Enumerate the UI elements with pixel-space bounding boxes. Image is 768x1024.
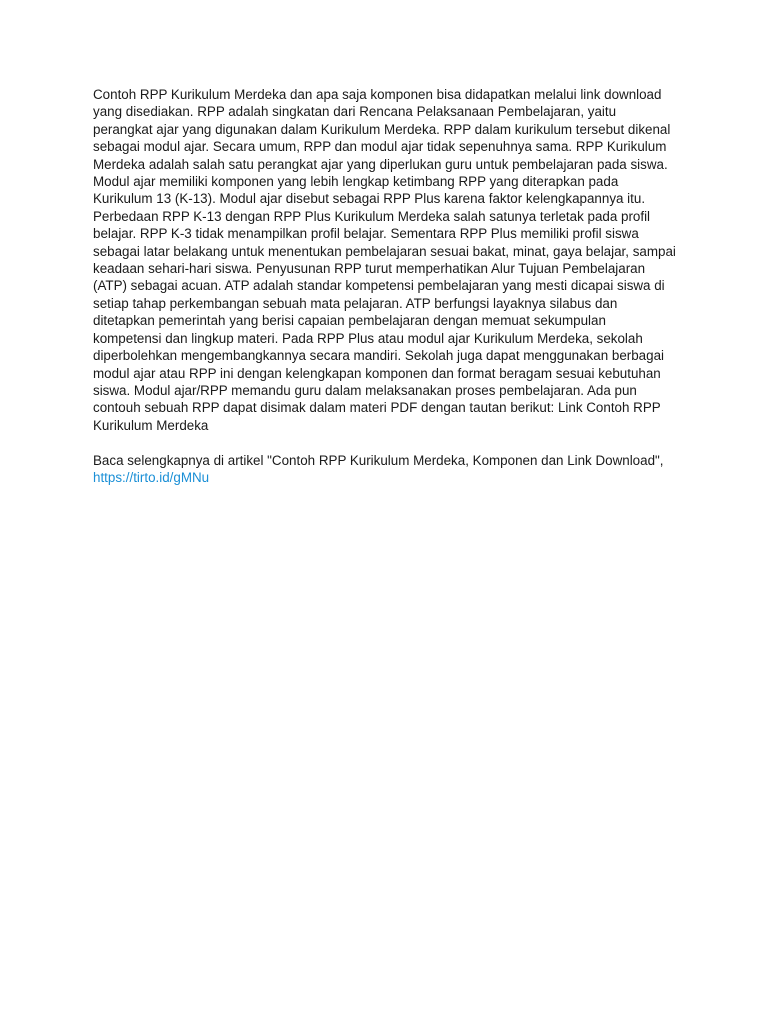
source-note-paragraph — [93, 452, 678, 487]
source-link[interactable]: https://tirto.id/gMNu — [93, 470, 210, 486]
source-note-text: Baca selengkapnya di artikel "Contoh RPP Kurikulum Merdeka, Komponen dan Link Download", — [93, 452, 664, 468]
article-body-paragraph: Contoh RPP Kurikulum Merdeka dan apa saja komponen bisa didapatkan melalui link download yang disediakan. RPP adalah singkatan dari Rencana Pelaksanaan Pembelajaran, yaitu perangkat ajar yang digunakan dalam Kurikulum Merdeka. RPP dalam kurikulum tersebut dikenal sebagai modul ajar. Secara umum, RPP dan modul ajar tidak sepenuhnya sama. RPP Kurikulum Merdeka adalah salah satu perangkat ajar yang diperlukan guru untuk pembelajaran pada siswa. Modul ajar memiliki komponen yang lebih lengkap ketimbang RPP yang diterapkan pada Kurikulum 13 (K-13). Modul ajar disebut sebagai RPP Plus karena faktor kelengkapannya itu. Perbedaan RPP K-13 dengan RPP Plus Kurikulum Merdeka salah satunya terletak pada profil belajar. RPP K-3 tidak menampilkan profil belajar. Sementara RPP Plus memiliki profil siswa sebagai latar belakang untuk menentukan pembelajaran sesuai bakat, minat, gaya belajar, sampai keadaan sehari-hari siswa. Penyusunan RPP turut memperhatikan Alur Tujuan Pembelajaran (ATP) sebagai acuan. ATP adalah standar kompetensi pembelajaran yang mesti dicapai siswa di setiap tahap perkembangan sebuah mata pelajaran. ATP berfungsi layaknya silabus dan ditetapkan pemerintah yang berisi capaian pembelajaran dengan memuat sekumpulan kompetensi dan lingkup materi. Pada RPP Plus atau modul ajar Kurikulum Merdeka, sekolah diperbolehkan mengembangkannya secara mandiri. Sekolah juga dapat menggunakan berbagai modul ajar atau RPP ini dengan kelengkapan komponen dan format beragam sesuai kebutuhan siswa. Modul ajar/RPP memandu guru dalam melaksanakan proses pembelajaran. Ada pun contouh sebuah RPP dapat disimak dalam materi PDF dengan tautan berikut: Link Contoh RPP Kurikulum Merdeka — [93, 87, 676, 433]
document-page — [93, 86, 678, 487]
